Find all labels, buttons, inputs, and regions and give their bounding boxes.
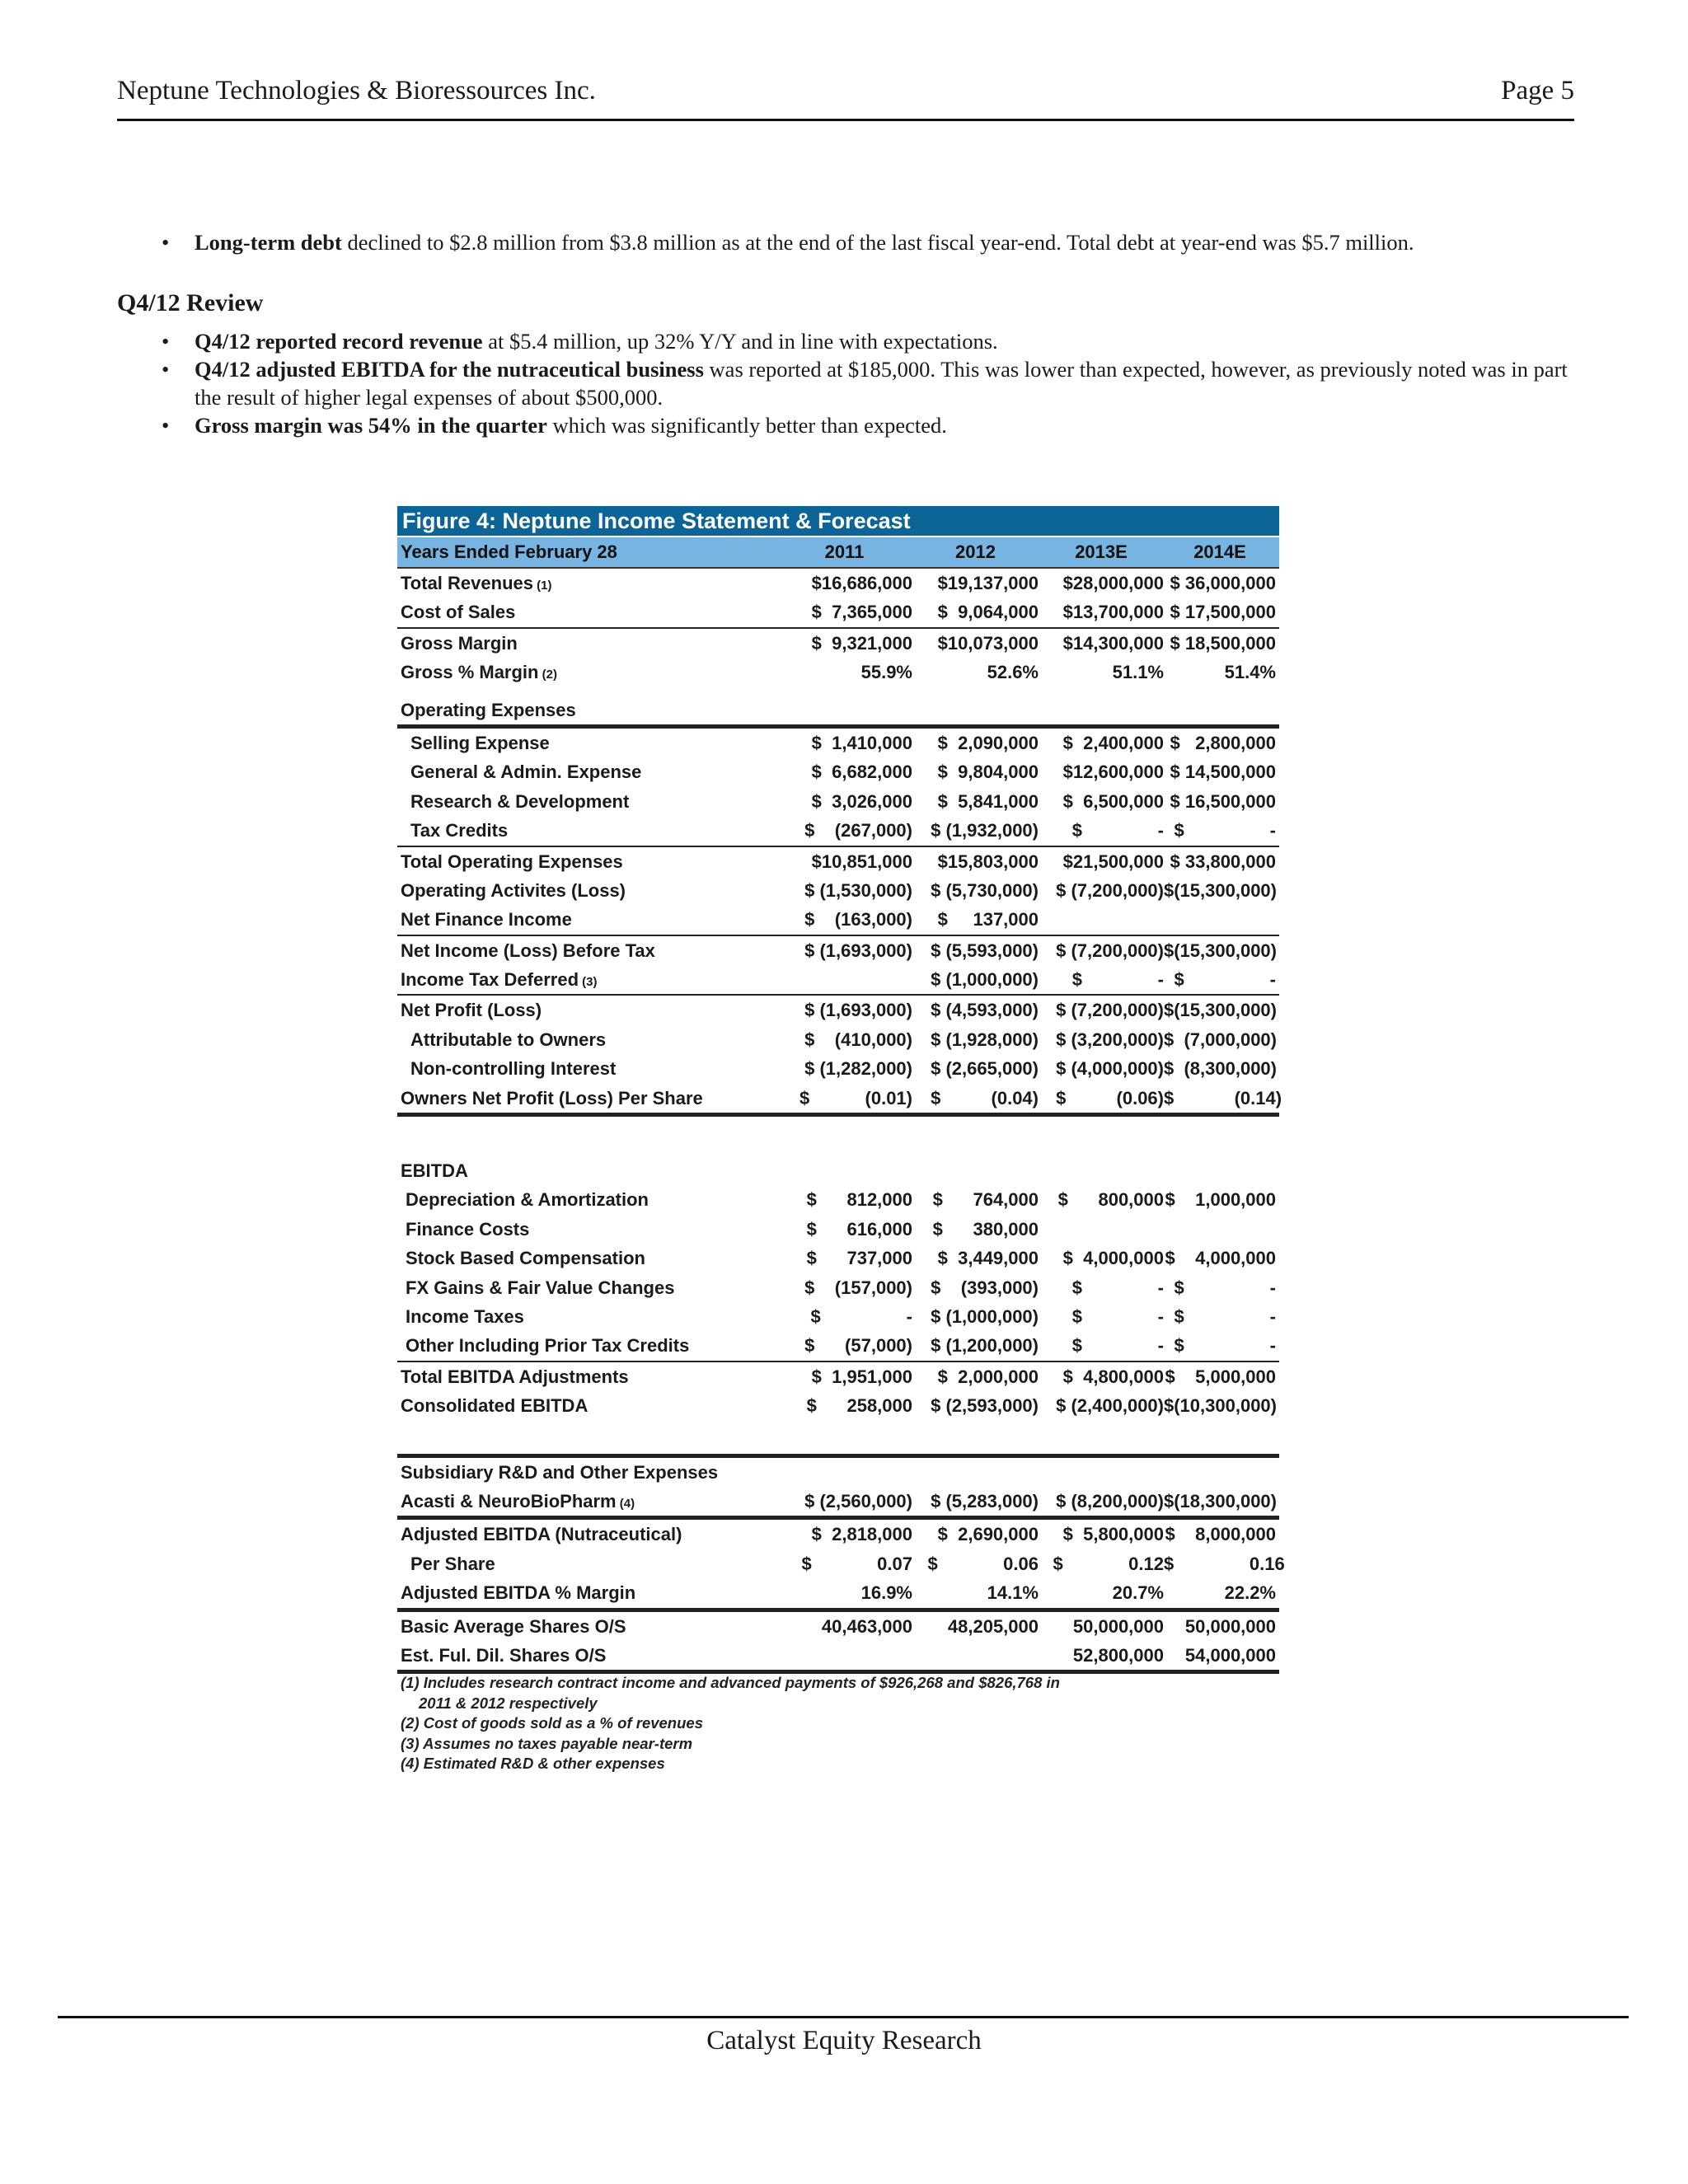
cell-2014e: $ 0.16 xyxy=(1164,1553,1285,1574)
cell-2012: $ (1,000,000) xyxy=(931,1305,1039,1327)
cell-2014e: $ - xyxy=(1174,969,1276,991)
header-label: Years Ended February 28 xyxy=(401,541,617,562)
cell-2013e: $ (2,400,000) xyxy=(1056,1395,1164,1417)
cell-2014e: $ 8,000,000 xyxy=(1165,1524,1276,1545)
row-label: FX Gains & Fair Value Changes xyxy=(406,1277,675,1298)
table-row xyxy=(397,1520,1279,1549)
cell-2012: $ 137,000 xyxy=(937,909,1039,930)
row-label: Net Finance Income xyxy=(401,909,572,930)
row-label: Subsidiary R&D and Other Expenses xyxy=(401,1461,719,1483)
cell-2012: $15,803,000 xyxy=(937,851,1039,872)
row-label: Owners Net Profit (Loss) Per Share xyxy=(401,1087,703,1108)
bullet-gross-margin: • Gross margin was 54% in the quarter which was significantly better than expected. xyxy=(117,411,1574,439)
row-label: Research & Development xyxy=(410,790,630,812)
cell-2012: $ 9,804,000 xyxy=(937,762,1039,783)
cell-2011: $ 258,000 xyxy=(806,1395,912,1417)
table-row xyxy=(397,816,1279,846)
row-label: Selling Expense xyxy=(410,732,550,753)
cell-2011: $ 737,000 xyxy=(806,1248,912,1269)
cell-2014e: $ 4,000,000 xyxy=(1165,1248,1276,1269)
cell-2012: $ (0.04) xyxy=(931,1087,1039,1108)
table-row xyxy=(397,658,1279,687)
cell-2012: $ (393,000) xyxy=(931,1277,1039,1298)
page-header xyxy=(117,71,1574,121)
cell-2014e: $(10,300,000) xyxy=(1164,1395,1277,1417)
bullet-revenue: • Q4/12 reported record revenue at $5.4 million, up 32% Y/Y and in line with expectations. xyxy=(117,327,1574,355)
table-row xyxy=(397,905,1279,935)
cell-2014e: $ 16,500,000 xyxy=(1170,790,1276,812)
cell-2012: $10,073,000 xyxy=(937,632,1039,654)
cell-2013e: 52,800,000 xyxy=(1072,1644,1164,1666)
cell-2014e: $ (7,000,000) xyxy=(1164,1029,1277,1050)
section-heading: Q4/12 Review xyxy=(117,289,264,316)
cell-2012: $ (1,932,000) xyxy=(931,820,1039,841)
cell-2011: $16,686,000 xyxy=(811,573,912,593)
table-row xyxy=(397,729,1279,757)
cell-2013e: $ (7,200,000) xyxy=(1056,940,1164,961)
cell-2013e: $ 2,400,000 xyxy=(1062,732,1164,753)
header-col-2011: 2011 xyxy=(824,541,865,562)
row-label: Gross Margin xyxy=(401,632,518,654)
table-row xyxy=(397,1362,1279,1391)
cell-2013e: $ (7,200,000) xyxy=(1056,1000,1164,1021)
cell-2013e: $ - xyxy=(1071,969,1164,991)
cell-2012: $ (1,200,000) xyxy=(931,1335,1039,1357)
cell-2012: $ 2,000,000 xyxy=(937,1366,1039,1387)
cell-2014e: $ 5,000,000 xyxy=(1165,1366,1276,1387)
cell-2011: $ (57,000) xyxy=(804,1335,912,1357)
cell-2011: $ 1,951,000 xyxy=(811,1366,912,1387)
row-label: Attributable to Owners xyxy=(410,1029,607,1050)
cell-2011: $ (0.01) xyxy=(799,1087,912,1108)
table-row xyxy=(397,1054,1279,1083)
cell-2012: $ 5,841,000 xyxy=(937,790,1039,812)
cell-2012: $ (5,730,000) xyxy=(931,879,1039,901)
row-label: Per Share xyxy=(410,1553,495,1574)
table-row xyxy=(397,787,1279,816)
header-col-2012: 2012 xyxy=(955,541,996,562)
cell-2014e: $ (8,300,000) xyxy=(1164,1058,1277,1080)
row-label: Consolidated EBITDA xyxy=(401,1395,588,1417)
cell-2012: $ 0.06 xyxy=(927,1553,1039,1574)
row-footnote-ref: (1) xyxy=(532,579,552,593)
row-label: Other Including Prior Tax Credits xyxy=(406,1335,690,1357)
table-row xyxy=(397,629,1279,658)
row-label: Total EBITDA Adjustments xyxy=(401,1366,629,1387)
cell-2012: 48,205,000 xyxy=(947,1615,1039,1637)
cell-2011: $ 1,410,000 xyxy=(811,732,912,753)
row-label: Income Taxes xyxy=(406,1305,524,1327)
cell-2013e: 20.7% xyxy=(1112,1582,1164,1604)
row-label: General & Admin. Expense xyxy=(410,762,642,783)
cell-2012: $ 2,090,000 xyxy=(937,732,1039,753)
table-row xyxy=(397,1331,1279,1361)
cell-2013e: $28,000,000 xyxy=(1062,573,1164,593)
cell-2011: $ (1,530,000) xyxy=(804,879,912,901)
cell-2012: $ 380,000 xyxy=(932,1218,1039,1240)
company-name: Neptune Technologies & Bioressources Inc. xyxy=(117,76,596,105)
cell-2011: $ (2,560,000) xyxy=(804,1490,912,1511)
table-row xyxy=(397,1487,1279,1520)
table-row xyxy=(397,847,1279,876)
cell-2011: $ 6,682,000 xyxy=(811,762,912,783)
row-label: Adjusted EBITDA % Margin xyxy=(401,1582,636,1604)
cell-2012: 52.6% xyxy=(987,662,1039,683)
table-row xyxy=(397,1273,1279,1302)
cell-2011: $ 3,026,000 xyxy=(811,790,912,812)
cell-2012: $ (2,665,000) xyxy=(931,1058,1039,1080)
cell-2011: $ (1,693,000) xyxy=(804,1000,912,1021)
row-label: EBITDA xyxy=(401,1160,468,1182)
row-label: Adjusted EBITDA (Nutraceutical) xyxy=(401,1524,682,1545)
row-label: Operating Expenses xyxy=(401,699,576,720)
cell-2013e: $13,700,000 xyxy=(1062,602,1164,623)
page-footer: Catalyst Equity Research xyxy=(706,2026,982,2055)
row-label: Total Revenues (1) xyxy=(401,573,552,593)
cell-2012: $ 764,000 xyxy=(932,1189,1039,1211)
row-label: Net Profit (Loss) xyxy=(401,1000,542,1021)
cell-2013e: $ - xyxy=(1071,1305,1164,1327)
table-row xyxy=(397,1454,1279,1487)
cell-2013e: $14,300,000 xyxy=(1062,632,1164,654)
cell-2011: $ (163,000) xyxy=(804,909,912,930)
bullet-long-term-debt: • Long-term debt declined to $2.8 million from $3.8 million as at the end of the last fiscal year-end. Total debt at year-end was $5.7 million. xyxy=(117,228,1574,256)
table-footnotes xyxy=(401,1673,1060,1774)
cell-2011: $ (410,000) xyxy=(804,1029,912,1050)
row-footnote-ref: (2) xyxy=(538,668,557,682)
cell-2012: $ (4,593,000) xyxy=(931,1000,1039,1021)
row-label: Finance Costs xyxy=(406,1218,530,1240)
cell-2013e: 50,000,000 xyxy=(1072,1615,1164,1637)
table-row xyxy=(397,1391,1279,1420)
cell-2013e: $ (3,200,000) xyxy=(1056,1029,1164,1050)
footer-divider xyxy=(58,2016,1629,2018)
cell-2011: $ - xyxy=(810,1305,912,1327)
cell-2013e: $ - xyxy=(1071,1335,1164,1357)
table-row xyxy=(397,996,1279,1024)
row-label: Operating Activites (Loss) xyxy=(401,879,626,901)
cell-2012: $ 2,690,000 xyxy=(937,1524,1039,1545)
cell-2013e: $ (0.06) xyxy=(1056,1087,1164,1108)
header-col-2014e: 2014E xyxy=(1193,541,1246,562)
row-label: Acasti & NeuroBioPharm (4) xyxy=(401,1490,635,1511)
cell-2014e: $ 14,500,000 xyxy=(1170,762,1276,783)
table-row xyxy=(397,1244,1279,1272)
cell-2012: $ 9,064,000 xyxy=(937,602,1039,623)
cell-2011: $ 7,365,000 xyxy=(811,602,912,623)
table-row xyxy=(397,696,1279,729)
cell-2013e: $12,600,000 xyxy=(1062,762,1164,783)
figure-title: Figure 4: Neptune Income Statement & Forecast xyxy=(397,506,1279,536)
cell-2014e: $(15,300,000) xyxy=(1164,879,1277,901)
cell-2011: $ (1,282,000) xyxy=(804,1058,912,1080)
table-row xyxy=(397,1185,1279,1214)
cell-2011: $10,851,000 xyxy=(811,851,912,872)
table-row xyxy=(397,965,1279,996)
cell-2013e: 51.1% xyxy=(1112,662,1164,683)
cell-2013e: $ - xyxy=(1071,1277,1164,1298)
footnote: (2) Cost of goods sold as a % of revenues xyxy=(401,1714,703,1732)
bullet-ebitda: • Q4/12 adjusted EBITDA for the nutraceutical business was reported at $185,000. This was lower than expected, however, as previously noted was in part the result of higher legal expenses of about $500,000. xyxy=(117,355,1574,411)
table-row xyxy=(397,1084,1282,1117)
cell-2014e: $(15,300,000) xyxy=(1164,940,1277,961)
row-label: Est. Ful. Dil. Shares O/S xyxy=(401,1644,607,1666)
cell-2011: 40,463,000 xyxy=(821,1615,912,1637)
table-row xyxy=(397,1215,1279,1244)
table-row xyxy=(397,598,1279,628)
row-label: Total Operating Expenses xyxy=(401,851,623,872)
cell-2012: $ 3,449,000 xyxy=(937,1248,1039,1269)
cell-2012: $19,137,000 xyxy=(937,573,1039,593)
cell-2011: $ (267,000) xyxy=(804,820,912,841)
cell-2012: $ (1,000,000) xyxy=(931,969,1039,991)
cell-2011: $ 616,000 xyxy=(806,1218,912,1240)
cell-2014e: $ - xyxy=(1174,1305,1276,1327)
cell-2013e: $ 6,500,000 xyxy=(1062,790,1164,812)
cell-2012: 14.1% xyxy=(987,1582,1039,1604)
table-row xyxy=(397,1156,1279,1185)
header-col-2013e: 2013E xyxy=(1075,541,1128,562)
cell-2011: 55.9% xyxy=(860,662,912,683)
row-label: Net Income (Loss) Before Tax xyxy=(401,940,655,961)
row-label: Stock Based Compensation xyxy=(406,1248,645,1269)
table-row xyxy=(397,1612,1279,1641)
cell-2011: 16.9% xyxy=(860,1582,912,1604)
cell-2014e: $ 1,000,000 xyxy=(1165,1189,1276,1211)
cell-2014e: 51.4% xyxy=(1224,662,1276,683)
cell-2014e: $ 36,000,000 xyxy=(1170,573,1276,593)
row-label: Cost of Sales xyxy=(401,602,516,623)
income-statement-table xyxy=(397,506,1285,1674)
cell-2011: $ 2,818,000 xyxy=(811,1524,912,1545)
cell-2014e: $ - xyxy=(1174,820,1276,841)
footnote: (4) Estimated R&D & other expenses xyxy=(401,1755,665,1772)
cell-2014e: 22.2% xyxy=(1224,1582,1276,1604)
row-footnote-ref: (3) xyxy=(579,975,598,990)
cell-2014e: 50,000,000 xyxy=(1184,1615,1276,1637)
row-label: Tax Credits xyxy=(410,820,509,841)
cell-2014e: $ 17,500,000 xyxy=(1170,602,1276,623)
cell-2013e: $ 5,800,000 xyxy=(1062,1524,1164,1545)
cell-2013e: $ 0.12 xyxy=(1053,1553,1164,1574)
table-row xyxy=(397,1641,1279,1674)
cell-2012: $ (5,283,000) xyxy=(931,1490,1039,1511)
cell-2012: $ (2,593,000) xyxy=(931,1395,1039,1417)
intro-section xyxy=(117,228,1574,256)
table-row xyxy=(397,876,1279,905)
page-number: Page 5 xyxy=(1501,76,1574,105)
cell-2011: $ 812,000 xyxy=(806,1189,912,1211)
cell-2014e: $ - xyxy=(1174,1277,1276,1298)
cell-2014e: $(15,300,000) xyxy=(1164,1000,1277,1021)
cell-2014e: $ 2,800,000 xyxy=(1170,732,1276,753)
cell-2012: $ (1,928,000) xyxy=(931,1029,1039,1050)
cell-2011: $ (157,000) xyxy=(804,1277,912,1298)
footnote: (1) Includes research contract income and advanced payments of $926,268 and $826,768 in xyxy=(401,1674,1060,1691)
cell-2013e: $ (4,000,000) xyxy=(1056,1058,1164,1080)
cell-2013e: $ (8,200,000) xyxy=(1056,1490,1164,1511)
cell-2014e: $(18,300,000) xyxy=(1164,1490,1277,1511)
row-label: Gross % Margin (2) xyxy=(401,662,557,683)
cell-2014e: $ 33,800,000 xyxy=(1170,851,1276,872)
cell-2013e: $ 4,000,000 xyxy=(1062,1248,1164,1269)
footnote: (3) Assumes no taxes payable near-term xyxy=(401,1734,693,1752)
cell-2013e: $ 800,000 xyxy=(1057,1189,1164,1211)
table-row xyxy=(397,1549,1285,1578)
row-label: Income Tax Deferred (3) xyxy=(401,969,598,991)
cell-2014e: $ - xyxy=(1174,1335,1276,1357)
table-row xyxy=(397,1578,1279,1611)
cell-2011: $ 9,321,000 xyxy=(811,632,912,654)
cell-2014e: $ 18,500,000 xyxy=(1170,632,1276,654)
cell-2012: $ (5,593,000) xyxy=(931,940,1039,961)
row-label: Basic Average Shares O/S xyxy=(401,1615,626,1637)
table-row xyxy=(397,936,1279,965)
cell-2014e: $ (0.14) xyxy=(1164,1087,1282,1108)
footnote: 2011 & 2012 respectively xyxy=(419,1694,598,1712)
cell-2013e: $ 4,800,000 xyxy=(1062,1366,1164,1387)
row-label: Depreciation & Amortization xyxy=(406,1189,649,1211)
table-row xyxy=(397,1025,1279,1054)
cell-2013e: $21,500,000 xyxy=(1062,851,1164,872)
cell-2013e: $ (7,200,000) xyxy=(1056,879,1164,901)
row-footnote-ref: (4) xyxy=(616,1496,635,1511)
cell-2013e: $ - xyxy=(1071,820,1164,841)
table-row xyxy=(397,1302,1279,1331)
row-label: Non-controlling Interest xyxy=(410,1058,617,1080)
table-row xyxy=(397,757,1279,786)
cell-2014e: 54,000,000 xyxy=(1184,1644,1276,1666)
cell-2011: $ (1,693,000) xyxy=(804,940,912,961)
table-row xyxy=(397,569,1279,598)
review-section xyxy=(117,327,1574,439)
cell-2011: $ 0.07 xyxy=(801,1553,912,1574)
table-header-row xyxy=(397,537,1279,569)
